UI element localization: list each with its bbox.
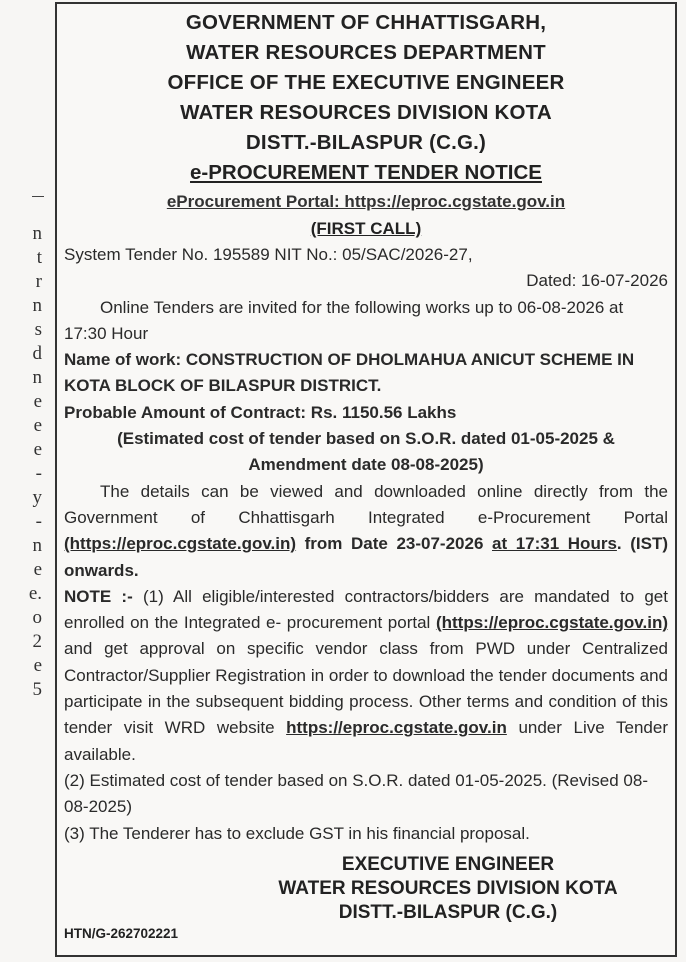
- fragment-10: -: [35, 463, 42, 484]
- details-time: at 17:31 Hours: [492, 534, 617, 554]
- signature-line-2: WATER RESOURCES DIVISION KOTA: [278, 877, 618, 899]
- note-item-3: (3) The Tenderer has to exclude GST in his financial proposal.: [64, 823, 530, 843]
- fragment-18: e: [33, 655, 42, 676]
- probable-amount: Probable Amount of Contract: Rs. 1150.56 Lakhs: [64, 402, 457, 422]
- details-text-1: The details can be viewed and downloaded online directly from the Government of Chhattisgarh Integrated e-Procurement Portal: [64, 481, 668, 527]
- fragment-16: o: [32, 607, 42, 628]
- estimated-cost: (Estimated cost of tender based on S.O.R. dated 01-05-2025 & Amendment date 08-08-2025): [117, 429, 615, 475]
- fragment-12: -: [35, 511, 42, 532]
- header-line-2: WATER RESOURCES DEPARTMENT: [186, 41, 546, 64]
- footer: [64, 853, 668, 953]
- fragment-11: y: [32, 487, 42, 508]
- name-of-work: Name of work: CONSTRUCTION OF DHOLMAHUA ANICUT SCHEME IN KOTA BLOCK OF BILASPUR DISTRICT.: [64, 350, 635, 396]
- fragment-4: s: [34, 319, 42, 340]
- notice-title: e-PROCUREMENT TENDER NOTICE: [190, 161, 542, 184]
- note-item-2: (2) Estimated cost of tender based on S.O.R. dated 01-05-2025. (Revised 08-08-2025): [64, 770, 648, 817]
- note-label: NOTE :-: [64, 586, 133, 606]
- fragment-7: e: [33, 391, 42, 412]
- header-line-4: WATER RESOURCES DIVISION KOTA: [180, 101, 552, 124]
- details-text-3: . (IST) onwards.: [64, 534, 668, 580]
- fragment-17: 2: [32, 631, 42, 652]
- fragment-19: 5: [32, 679, 42, 700]
- adjacent-column-fragment: [0, 0, 46, 962]
- fragment-1: t: [36, 247, 42, 268]
- system-tender-line: System Tender No. 195589 NIT No.: 05/SAC/2026-27,: [64, 245, 473, 264]
- fragment-6: n: [32, 367, 42, 388]
- note-text-2: and get approval on specific vendor class from PWD under Centralized Contractor/Supplier Registration in order to download the tender documents and participate in the subsequent bidding process. Other terms and condition of this tender visit WRD website: [64, 639, 668, 738]
- invite-paragraph: Online Tenders are invited for the following works up to 06-08-2026 at 17:30 Hour: [64, 297, 624, 343]
- header-line-5: DISTT.-BILASPUR (C.G.): [245, 131, 487, 154]
- details-text-2: from Date 23-07-2026: [296, 534, 492, 554]
- note-text-3: under Live Tender available.: [64, 718, 668, 764]
- note-paragraph: [64, 584, 668, 768]
- tender-notice: [55, 2, 677, 957]
- reference-code: HTN/G-262702221: [64, 925, 179, 941]
- fragment-3: n: [32, 295, 42, 316]
- signature-line-3: DISTT.-BILASPUR (C.G.): [338, 901, 558, 923]
- fragment-0: n: [32, 223, 42, 244]
- fragment-5: d: [32, 343, 42, 364]
- note-portal-link[interactable]: (https://eproc.cgstate.gov.in): [435, 613, 668, 633]
- fragment-13: n: [32, 535, 42, 556]
- fragment-15: e.: [28, 583, 42, 604]
- call-label: (FIRST CALL): [310, 219, 422, 238]
- signature-line-1: EXECUTIVE ENGINEER: [341, 853, 555, 875]
- header-line-3: OFFICE OF THE EXECUTIVE ENGINEER: [167, 71, 565, 94]
- note-website-link[interactable]: https://eproc.cgstate.gov.in: [286, 718, 507, 738]
- fragment-9: e: [33, 439, 42, 460]
- signature-block: [238, 853, 658, 925]
- header-line-1: GOVERNMENT OF CHHATTISGARH,: [185, 11, 547, 34]
- dated-line: Dated: 16-07-2026: [526, 271, 668, 291]
- fragment-8: e: [33, 415, 42, 436]
- details-paragraph: [64, 479, 668, 584]
- details-portal-link[interactable]: (https://eproc.cgstate.gov.in): [64, 534, 297, 554]
- fragment-14: e: [33, 559, 42, 580]
- fragment-2: r: [35, 271, 42, 292]
- portal-link[interactable]: eProcurement Portal: https://eproc.cgstate.gov.in: [166, 192, 566, 211]
- note-text-1: (1) All eligible/interested contractors/bidders are mandated to get enrolled on the Integrated e- procurement portal: [64, 586, 668, 633]
- column-dash: [32, 196, 44, 197]
